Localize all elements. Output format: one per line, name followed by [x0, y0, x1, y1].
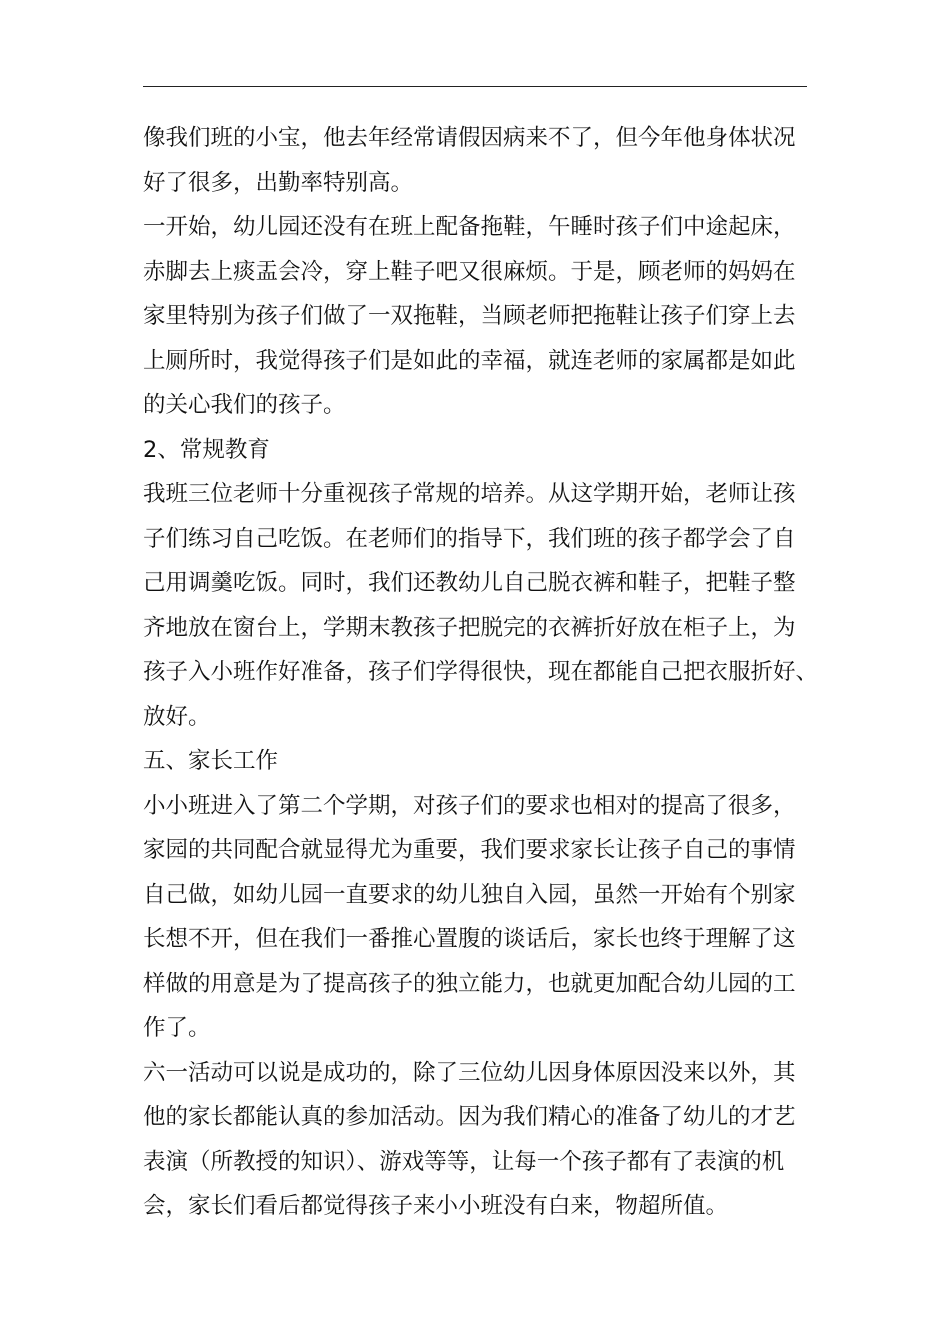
text-line: 样做的用意是为了提高孩子的独立能力，也就更加配合幼儿园的工 — [143, 970, 796, 997]
text-line: 子们练习自己吃饭。在老师们的指导下，我们班的孩子都学会了自 — [143, 525, 796, 552]
text-line: 赤脚去上痰盂会冷，穿上鞋子吧又很麻烦。于是，顾老师的妈妈在 — [143, 258, 796, 285]
text-line: 像我们班的小宝，他去年经常请假因病来不了，但今年他身体状况 — [143, 125, 796, 151]
header-rule — [143, 86, 807, 87]
text-line: 会，家长们看后都觉得孩子来小小班没有白来，物超所值。 — [143, 1193, 729, 1219]
text-line: 放好。 — [143, 703, 211, 730]
text-line: 小小班进入了第二个学期，对孩子们的要求也相对的提高了很多， — [143, 792, 796, 819]
text-line: 齐地放在窗台上，学期末教孩子把脱完的衣裤折好放在柜子上，为 — [143, 614, 796, 641]
text-line: 一开始，幼儿园还没有在班上配备拖鞋，午睡时孩子们中途起床， — [143, 214, 796, 240]
text-line: 己用调羹吃饭。同时，我们还教幼儿自己脱衣裤和鞋子，把鞋子整 — [143, 570, 796, 596]
text-line: 作了。 — [143, 1015, 211, 1041]
text-line: 长想不开，但在我们一番推心置腹的谈话后，家长也终于理解了这 — [143, 926, 796, 952]
text-line: 自己做，如幼儿园一直要求的幼儿独自入园，虽然一开始有个别家 — [143, 881, 796, 908]
text-line: 上厕所时，我觉得孩子们是如此的幸福，就连老师的家属都是如此 — [143, 347, 796, 374]
text-line: 的关心我们的孩子。 — [143, 392, 346, 418]
section-heading: 2、常规教育 — [143, 436, 270, 463]
text-line: 好了很多，出勤率特别高。 — [143, 169, 414, 196]
document-body — [143, 116, 823, 1229]
text-line: 表演（所教授的知识）、游戏等等，让每一个孩子都有了表演的机 — [143, 1148, 785, 1175]
section-heading: 五、家长工作 — [143, 748, 279, 774]
text-line: 家里特别为孩子们做了一双拖鞋，当顾老师把拖鞋让孩子们穿上去 — [143, 303, 796, 329]
text-line: 六一活动可以说是成功的，除了三位幼儿因身体原因没来以外，其 — [143, 1059, 796, 1086]
text-line: 孩子入小班作好准备，孩子们学得很快，现在都能自己把衣服折好、 — [143, 659, 819, 685]
text-line: 他的家长都能认真的参加活动。因为我们精心的准备了幼儿的才艺 — [143, 1104, 796, 1130]
text-line: 家园的共同配合就显得尤为重要，我们要求家长让孩子自己的事情 — [143, 837, 796, 863]
text-line: 我班三位老师十分重视孩子常规的培养。从这学期开始，老师让孩 — [143, 481, 796, 507]
